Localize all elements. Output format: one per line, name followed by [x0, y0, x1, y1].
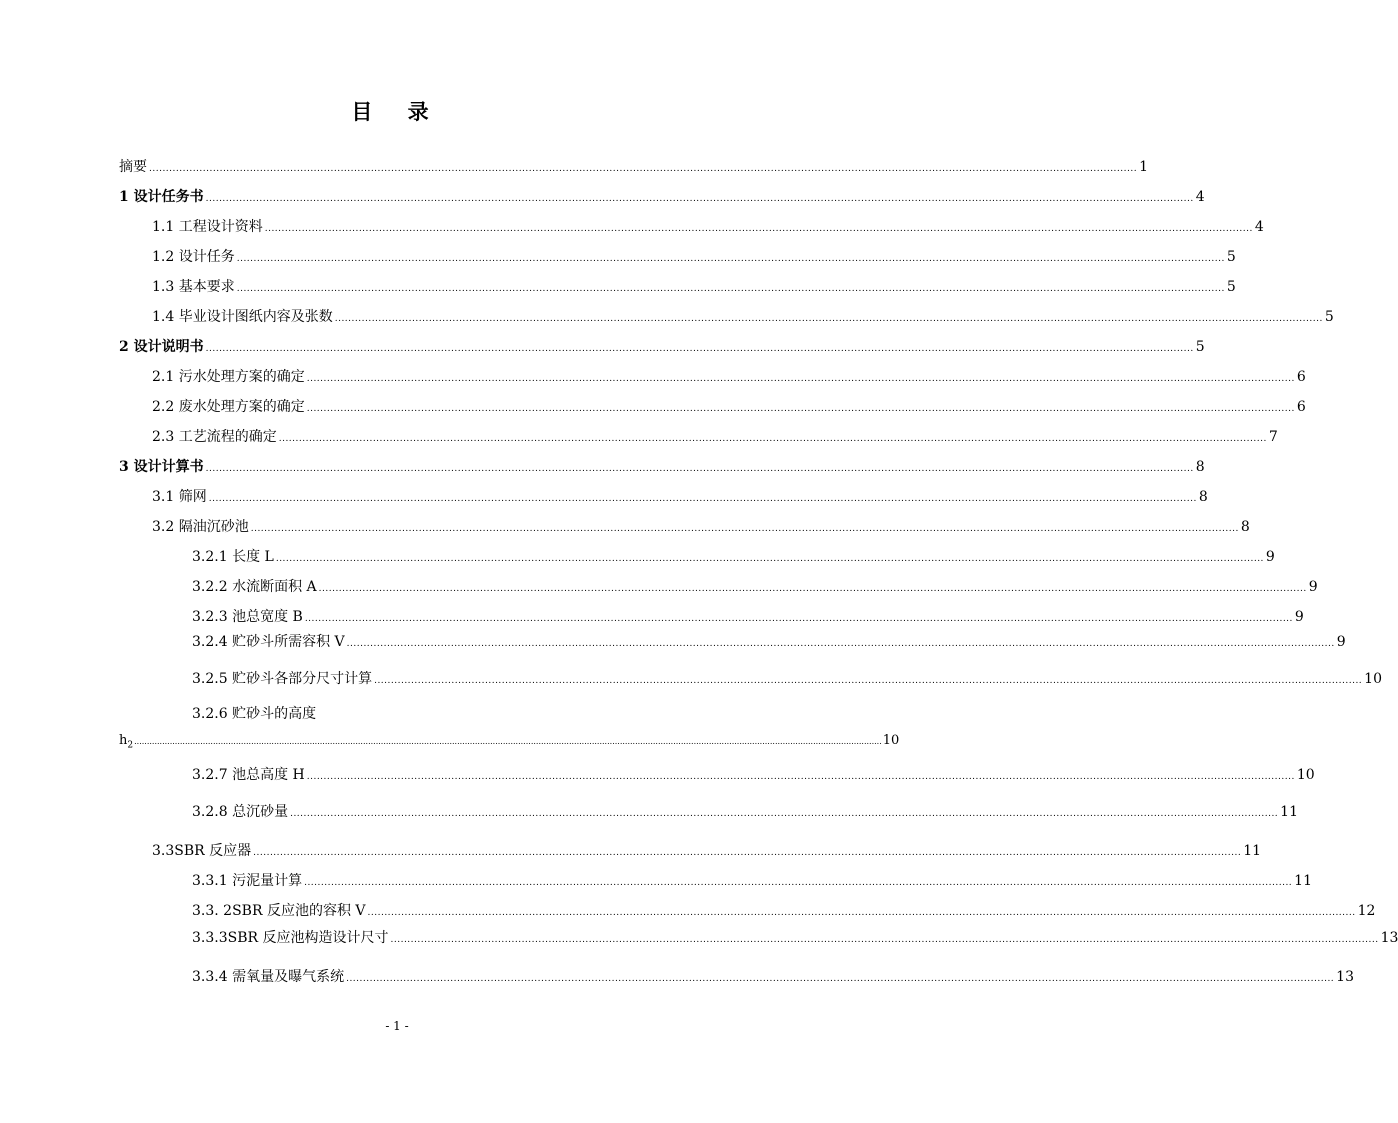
page-title: 目 录 — [351, 99, 443, 124]
toc-page-number: 8 — [1198, 489, 1208, 505]
toc-leader-dots: ...................................................................................................................................................................................................................................................................................................... — [275, 554, 1264, 564]
toc-page-number: 6 — [1296, 399, 1306, 415]
toc-leader-dots: ...................................................................................................................................................................................................................................................................................................... — [346, 639, 1335, 649]
toc-page-number: 11 — [1294, 873, 1312, 889]
toc-entry-label: 3.2.2 水流断面积 A — [192, 579, 317, 595]
toc-entry-2-3[interactable] — [152, 427, 1278, 447]
toc-page-number: 5 — [1226, 279, 1236, 295]
toc-leader-dots: ...................................................................................................................................................................................................................................................................................................... — [306, 772, 1295, 782]
toc-entry-label: 3.2.5 贮砂斗各部分尺寸计算 — [192, 671, 373, 687]
toc-entry-label: 3.2.3 池总宽度 B — [192, 609, 303, 625]
toc-entry-3-3[interactable] — [152, 841, 1262, 861]
toc-leader-dots: ...................................................................................................................................................................................................................................................................................................... — [253, 848, 1242, 858]
toc-entry-3-3-4[interactable] — [192, 967, 1354, 987]
toc-page-number: 11 — [1280, 804, 1298, 820]
toc-entry-label: 1.1 工程设计资料 — [152, 219, 263, 235]
toc-entry-1-2[interactable] — [152, 247, 1236, 267]
toc-entry-label: 1.4 毕业设计图纸内容及张数 — [152, 309, 333, 325]
toc-page-number: 13 — [1380, 930, 1398, 946]
toc-entry-3-2-5[interactable] — [192, 669, 1382, 689]
toc-leader-dots: ...................................................................................................................................................................................................................................................................................................... — [264, 224, 1253, 234]
toc-leader-dots: ...................................................................................................................................................................................................................................................................................................... — [304, 878, 1293, 888]
toc-entry-label: 1 设计任务书 — [119, 189, 204, 205]
toc-entry-1[interactable] — [119, 187, 1205, 207]
toc-page-number: 5 — [1226, 249, 1236, 265]
toc-entry-1-3[interactable] — [152, 277, 1236, 297]
toc-page-number: 10 — [1364, 671, 1382, 687]
toc-page-number: 13 — [1336, 969, 1354, 985]
toc-entry-3-3-2[interactable] — [192, 901, 1376, 921]
toc-page-number: 5 — [1324, 309, 1334, 325]
toc-entry-label: 3.2.6 贮砂斗的高度 — [192, 706, 317, 722]
toc-leader-dots: ...................................................................................................................................................................................................................................................................................................... — [334, 314, 1323, 324]
toc-entry-3-2-6[interactable] — [192, 704, 316, 724]
toc-entry-label: 2.2 废水处理方案的确定 — [152, 399, 305, 415]
toc-entry-label: 3.2.7 池总高度 H — [192, 767, 305, 783]
toc-entry-label: 3.2.4 贮砂斗所需容积 V — [192, 634, 345, 650]
toc-leader-dots: ...................................................................................................................................................................................................................................................................................................... — [208, 494, 1197, 504]
toc-entry-label: 2.3 工艺流程的确定 — [152, 429, 277, 445]
toc-entry-label: 3.3SBR 反应器 — [152, 843, 252, 859]
toc-leader-dots: ...................................................................................................................................................................................................................................................................................................... — [250, 524, 1239, 534]
toc-entry-label: 3.3. 2SBR 反应池的容积 V — [192, 903, 366, 919]
toc-page-number: 8 — [1240, 519, 1250, 535]
toc-leader-dots: ...................................................................................................................................................................................................................................................................................................... — [236, 284, 1225, 294]
toc-leader-dots: ...................................................................................................................................................................................................................................................................................................... — [290, 809, 1279, 819]
toc-page-number: 4 — [1195, 189, 1205, 205]
toc-entry-2-2[interactable] — [152, 397, 1306, 417]
toc-leader-dots: ...................................................................................................................................................................................................................................................................................................... — [390, 935, 1379, 945]
toc-entry-3-2-4[interactable] — [192, 632, 1346, 652]
toc-entry-label: 3 设计计算书 — [119, 459, 204, 475]
toc-page-number: 5 — [1195, 339, 1205, 355]
toc-entry-label: 3.2.8 总沉砂量 — [192, 804, 289, 820]
toc-leader-dots: ...................................................................................................................................................................................................................................................................................................... — [318, 584, 1307, 594]
toc-entry-3-3-1[interactable] — [192, 871, 1312, 891]
toc-entry-2[interactable] — [119, 337, 1205, 357]
toc-page-number: 9 — [1336, 634, 1346, 650]
toc-entry-3-3-3[interactable] — [192, 928, 1398, 948]
toc-page-number: 10 — [882, 733, 900, 748]
toc-entry-3-1[interactable] — [152, 487, 1208, 507]
toc-page-number: 7 — [1268, 429, 1278, 445]
toc-page-number: 1 — [1139, 159, 1149, 175]
toc-entry-label: 2.1 污水处理方案的确定 — [152, 369, 305, 385]
toc-page-number: 9 — [1308, 579, 1318, 595]
toc-entry-label: 1.2 设计任务 — [152, 249, 235, 265]
toc-leader-dots: ...................................................................................................................................................................................................................................................................................................... — [306, 374, 1295, 384]
toc-entry-1-1[interactable] — [152, 217, 1264, 237]
toc-leader-dots: ...................................................................................................................................................................................................................................................................................................... — [306, 404, 1295, 414]
toc-entry-label: 3.2 隔油沉砂池 — [152, 519, 249, 535]
toc-entry-3-2-3[interactable] — [192, 607, 1304, 627]
toc-entry-3[interactable] — [119, 457, 1205, 477]
toc-page-number: 10 — [1296, 767, 1315, 783]
toc-entry-label: 摘要 — [119, 159, 147, 175]
toc-entry-2-1[interactable] — [152, 367, 1306, 387]
toc-entry-label: 3.3.3SBR 反应池构造设计尺寸 — [192, 930, 389, 946]
toc-entry-label: 1.3 基本要求 — [152, 279, 235, 295]
page-footer-number: - 1 - — [385, 1019, 409, 1033]
toc-leader-dots: ...................................................................................................................................................................................................................................................................................................... — [278, 434, 1267, 444]
toc-leader-dots: ...................................................................................................................................................................................................................................................................................................... — [149, 164, 1138, 174]
toc-entry-label: 3.3.1 污泥量计算 — [192, 873, 303, 889]
toc-entry-label: 3.1 筛网 — [152, 489, 207, 505]
toc-page-number: 12 — [1357, 903, 1376, 919]
toc-leader-dots: ...................................................................................................................................................................................................................................................................................................... — [205, 464, 1194, 474]
toc-entry-1-4[interactable] — [152, 307, 1334, 327]
toc-entry-label: $h_2$ — [119, 733, 134, 751]
toc-entry-3-2-8[interactable] — [192, 802, 1298, 822]
toc-page-number: 6 — [1296, 369, 1306, 385]
toc-page-number: 11 — [1243, 843, 1262, 859]
toc-leader-dots: ...................................................................................................................................................................................................................................................................................................... — [134, 737, 882, 746]
toc-entry-3-2-1[interactable] — [192, 547, 1275, 567]
toc-page-number: 9 — [1265, 549, 1275, 565]
toc-page-number: 4 — [1254, 219, 1264, 235]
toc-leader-dots: ...................................................................................................................................................................................................................................................................................................... — [304, 614, 1293, 624]
toc-page-number: 9 — [1294, 609, 1304, 625]
toc-leader-dots: ...................................................................................................................................................................................................................................................................................................... — [374, 676, 1363, 686]
toc-entry-3-2-6-continuation[interactable] — [119, 733, 900, 751]
toc-entry-abstract[interactable] — [119, 157, 1149, 177]
toc-leader-dots: ...................................................................................................................................................................................................................................................................................................... — [205, 344, 1194, 354]
toc-leader-dots: ...................................................................................................................................................................................................................................................................................................... — [205, 194, 1194, 204]
toc-entry-3-2-2[interactable] — [192, 577, 1318, 597]
toc-entry-3-2[interactable] — [152, 517, 1250, 537]
toc-leader-dots: ...................................................................................................................................................................................................................................................................................................... — [236, 254, 1225, 264]
toc-entry-label: 2 设计说明书 — [119, 339, 204, 355]
toc-page-number: 8 — [1195, 459, 1205, 475]
toc-entry-3-2-7[interactable] — [192, 765, 1315, 785]
toc-entry-label: 3.2.1 长度 L — [192, 549, 274, 565]
toc-entry-label: 3.3.4 需氧量及曝气系统 — [192, 969, 345, 985]
toc-leader-dots: ...................................................................................................................................................................................................................................................................................................... — [346, 974, 1335, 984]
toc-leader-dots: ...................................................................................................................................................................................................................................................................................................... — [367, 908, 1356, 918]
